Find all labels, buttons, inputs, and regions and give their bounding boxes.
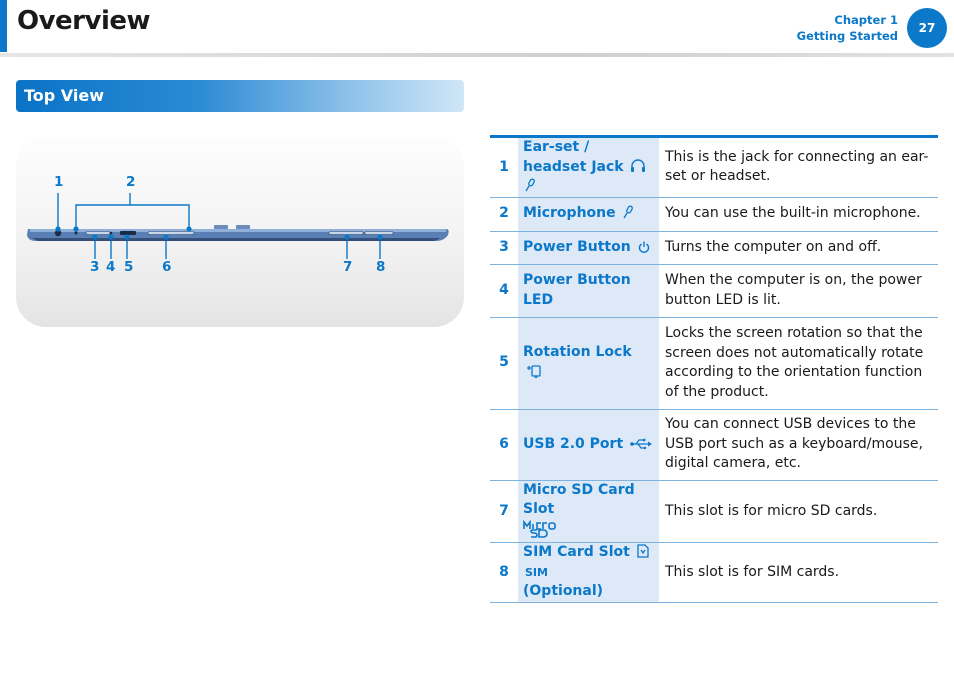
callout-6: 6 xyxy=(162,259,172,275)
row-number: 4 xyxy=(490,264,518,317)
section-title: Top View xyxy=(24,86,105,105)
header-divider xyxy=(0,53,954,57)
component-description: You can use the built-in microphone. xyxy=(659,197,938,231)
component-name-text: Rotation Lock xyxy=(523,344,632,360)
page-title: Overview xyxy=(17,6,151,36)
component-description: This slot is for SIM cards. xyxy=(659,543,938,603)
table-row xyxy=(490,264,938,317)
component-name xyxy=(518,137,659,198)
callout-2: 2 xyxy=(126,174,136,190)
device-diagram-panel xyxy=(16,137,464,327)
component-name xyxy=(518,317,659,409)
table-row xyxy=(490,480,938,543)
microphone-icon xyxy=(525,178,535,192)
component-name xyxy=(518,231,659,264)
power-icon xyxy=(638,241,650,253)
component-description: Turns the computer on and off. xyxy=(659,231,938,264)
sim-label: SIM xyxy=(525,565,548,579)
headset-icon xyxy=(630,159,646,173)
section-heading xyxy=(16,80,464,112)
component-name xyxy=(518,409,659,480)
component-name xyxy=(518,264,659,317)
table-row xyxy=(490,409,938,480)
callout-5: 5 xyxy=(124,259,134,275)
chapter-label xyxy=(797,12,898,44)
table-row xyxy=(490,317,938,409)
component-description: This is the jack for connecting an ear-set or headset. xyxy=(659,137,938,198)
table-row xyxy=(490,197,938,231)
component-name-text: Microphone xyxy=(523,205,616,222)
callout-1: 1 xyxy=(54,174,64,190)
row-number: 2 xyxy=(490,197,518,231)
row-number: 3 xyxy=(490,231,518,264)
usb-icon xyxy=(630,438,652,450)
row-number: 7 xyxy=(490,480,518,543)
table-row xyxy=(490,543,938,603)
component-name-text: Ear-set / headset Jack xyxy=(523,139,624,175)
component-name xyxy=(518,197,659,231)
component-name xyxy=(518,480,659,543)
row-number: 5 xyxy=(490,317,518,409)
component-name xyxy=(518,543,659,603)
component-name-text: Micro SD Card Slot xyxy=(523,481,635,517)
table-row xyxy=(490,231,938,264)
microphone-icon xyxy=(623,205,633,219)
component-description: When the computer is on, the power button LED is lit. xyxy=(659,264,938,317)
sim-icon xyxy=(637,544,649,558)
header-accent-bar xyxy=(0,0,7,52)
rotation-lock-icon xyxy=(525,363,543,379)
component-table xyxy=(490,135,938,603)
chapter-title: Getting Started xyxy=(796,29,898,43)
component-description: You can connect USB devices to the USB port such as a keyboard/mouse, digital camera, etc. xyxy=(659,409,938,480)
microsd-icon xyxy=(523,520,557,538)
callout-4: 4 xyxy=(106,259,116,275)
component-name-text: Power Button xyxy=(523,238,631,255)
table-row xyxy=(490,137,938,198)
row-number: 1 xyxy=(490,137,518,198)
component-description: This slot is for micro SD cards. xyxy=(659,480,938,543)
callout-7: 7 xyxy=(343,259,353,275)
callout-8: 8 xyxy=(376,259,386,275)
component-name-text: SIM Card Slot xyxy=(523,544,630,560)
component-name-suffix: (Optional) xyxy=(523,583,604,599)
component-description: Locks the screen rotation so that the screen does not automatically rotate according to the orientation function of the product. xyxy=(659,317,938,409)
chapter-number: Chapter 1 xyxy=(834,13,898,27)
row-number: 8 xyxy=(490,543,518,603)
component-name-text: Power Button LED xyxy=(523,272,631,308)
tablet-top-view-illustration xyxy=(16,137,464,327)
callout-3: 3 xyxy=(90,259,100,275)
row-number: 6 xyxy=(490,409,518,480)
page-number-badge: 27 xyxy=(907,8,947,48)
component-name-text: USB 2.0 Port xyxy=(523,435,624,452)
